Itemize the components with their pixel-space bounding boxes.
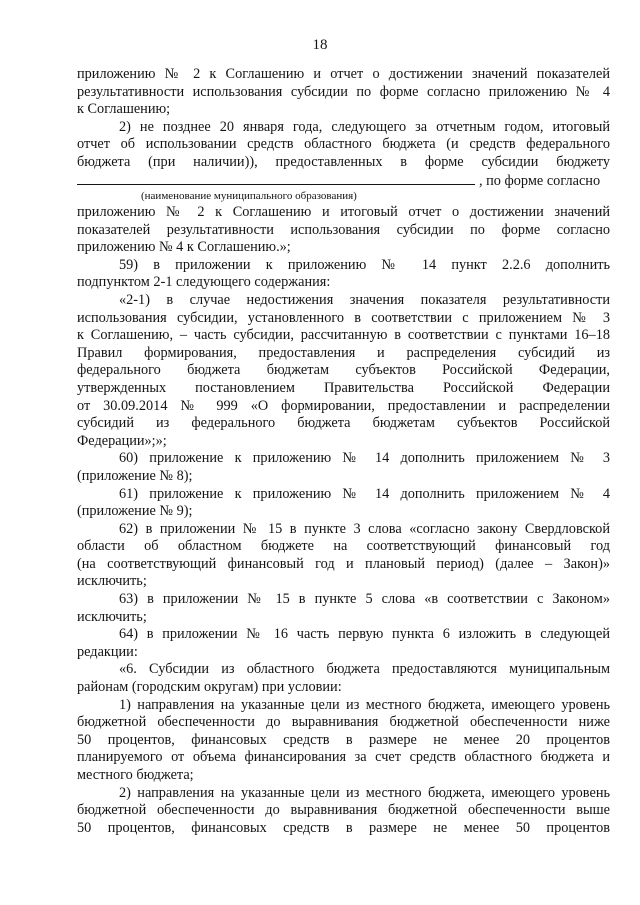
text-line: Федерации»;»;: [77, 432, 167, 449]
text-line: области об областном бюджете на соответствующий финансовый год: [77, 538, 610, 555]
text-line: местного бюджета;: [77, 767, 194, 783]
text-line: от 30.09.2014 № 999 «О формировании, предоставлении и распределении: [77, 397, 610, 414]
text-line: использования субсидии, установленного в соответствии с приложением № 3: [77, 309, 610, 326]
text-line: показателей результативности использования субсидии по форме согласно: [77, 221, 610, 238]
text-line: 50 процентов, финансовых средств в размере не менее 50 процентов: [77, 819, 610, 836]
text-line: (приложение № 9);: [77, 503, 193, 520]
text-line: приложению № 2 к Соглашению и отчет о достижении значений показателей: [77, 66, 610, 82]
text-line: «6. Субсидии из областного бюджета предоставляются муниципальным: [119, 661, 610, 678]
text-line: 62) в приложении № 15 в пункте 3 слова «согласно закону Свердловской: [119, 520, 610, 537]
text-line: 59) в приложении к приложению № 14 пункт 2.2.6 дополнить: [119, 256, 610, 273]
text-line: 1) направления на указанные цели из местного бюджета, имеющего уровень: [119, 696, 610, 713]
text-line: районам (городским округам) при условии:: [77, 679, 342, 696]
text-line: , по форме согласно: [479, 172, 601, 189]
text-line: редакции:: [77, 643, 138, 660]
field-caption: (наименование муниципального образования): [141, 190, 357, 203]
text-line: 64) в приложении № 16 часть первую пункта 6 изложить в следующей: [119, 626, 610, 643]
text-line: Правил формирования, предоставления и распределения субсидий из: [77, 344, 610, 361]
text-line: к Соглашению;: [77, 101, 171, 118]
blank-underline: [77, 172, 475, 185]
text-line: 63) в приложении № 15 в пункте 5 слова «в соответствии с Законом»: [119, 591, 610, 608]
text-line: бюджета (при наличии)), предоставленных в форме субсидии бюджету: [77, 153, 610, 170]
text-line: 60) приложение к приложению № 14 дополнить приложением № 3: [119, 450, 610, 467]
text-line: исключить;: [77, 608, 147, 625]
text-line: планируемого от объема финансирования за счет средств областного бюджета и: [77, 749, 610, 766]
text-line: 2) не позднее 20 января года, следующего за отчетным годом, итоговый: [119, 118, 610, 135]
text-line: результативности использования субсидии по форме согласно приложению № 4: [77, 83, 610, 100]
text-line: 50 процентов, финансовых средств в размере не менее 20 процентов: [77, 731, 610, 748]
text-block-2: [77, 204, 610, 837]
text-line: «2-1) в случае недостижения значения показателя результативности: [119, 291, 610, 308]
text-line: к Соглашению, – часть субсидии, рассчитанную в соответствии с пунктами 16–18: [77, 327, 610, 344]
text-line: федерального бюджета бюджетам субъектов Российской Федерации,: [77, 362, 610, 379]
text-line: 61) приложение к приложению № 14 дополнить приложением № 4: [119, 485, 610, 502]
text-line: бюджетной обеспеченности до выравнивания бюджетной обеспеченности ниже: [77, 714, 610, 731]
text-line: субсидий из федерального бюджета бюджетам субъектов Российской: [77, 415, 610, 432]
text-line: приложению № 2 к Соглашению и итоговый отчет о достижении значений: [77, 204, 610, 220]
text-line: приложению № 4 к Соглашению.»;: [77, 239, 291, 256]
text-line: (на соответствующий финансовый год и плановый период) (далее – Закон)»: [77, 555, 610, 572]
text-line: подпунктом 2-1 следующего содержания:: [77, 274, 331, 291]
text-block-1: [77, 66, 610, 203]
text-line: (приложение № 8);: [77, 467, 193, 484]
page-number: 18: [312, 37, 328, 53]
text-line: утвержденных постановлением Правительства Российской Федерации: [77, 379, 610, 396]
text-line: бюджетной обеспеченности до выравнивания бюджетной обеспеченности выше: [77, 802, 610, 819]
text-line: отчет об использовании средств областного бюджета (и средств федерального: [77, 136, 610, 153]
fill-in-line: [77, 172, 610, 190]
text-line: исключить;: [77, 573, 147, 590]
text-line: 2) направления на указанные цели из местного бюджета, имеющего уровень: [119, 784, 610, 801]
